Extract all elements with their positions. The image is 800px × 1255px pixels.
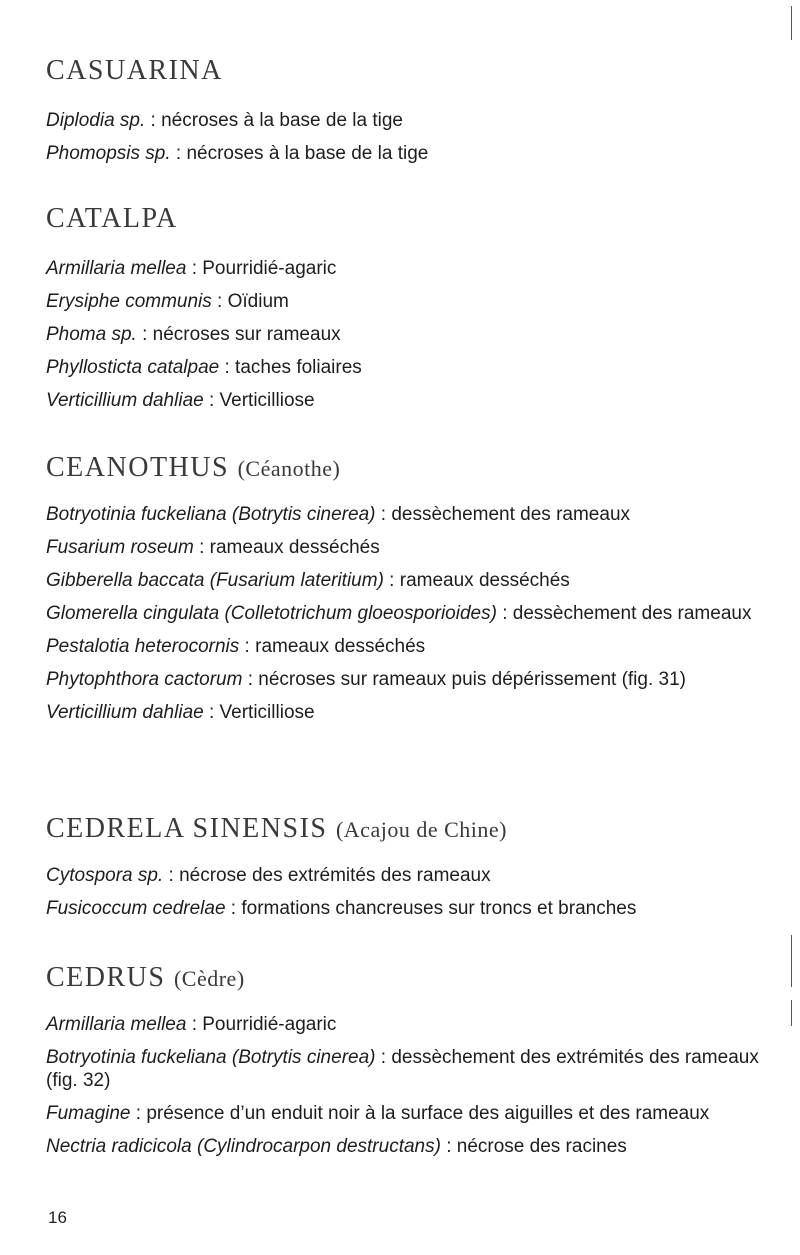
section-cedrus (46, 962, 766, 1168)
symptom-text: : nécroses à la base de la tige (145, 110, 403, 131)
common-name: (Cèdre) (173, 966, 245, 991)
genus-name: CEDRELA SINENSIS (46, 813, 328, 844)
pathogen-name: Verticillium dahliae (46, 702, 204, 723)
disease-entry (46, 257, 766, 280)
disease-entry (46, 569, 766, 592)
page-number: 16 (48, 1208, 67, 1227)
disease-entry (46, 701, 766, 724)
pathogen-name: Fusarium roseum (46, 537, 194, 558)
symptom-text: : dessèchement des rameaux (496, 603, 752, 624)
genus-heading (46, 813, 766, 846)
symptom-text: : nécroses à la base de la tige (170, 143, 429, 164)
pathogen-name: Pestalotia heterocornis (46, 636, 240, 657)
pathogen-name: Diplodia sp. (46, 110, 146, 131)
disease-entry (46, 1013, 766, 1036)
section-ceanothus (46, 452, 766, 734)
pathogen-name: Fumagine (46, 1103, 131, 1124)
genus-heading (46, 203, 766, 235)
disease-entry (46, 142, 766, 165)
symptom-text: : rameaux desséchés (239, 636, 426, 657)
pathogen-name: Glomerella cingulata (Colletotrichum gloeosporioides) (46, 603, 497, 624)
disease-entry (46, 602, 766, 625)
pathogen-name: Phytophthora cactorum (46, 669, 243, 690)
genus-heading (46, 452, 766, 485)
pathogen-name: Botryotinia fuckeliana (Botrytis cinerea) (46, 504, 376, 525)
pathogen-name: Erysiphe communis (46, 291, 212, 312)
disease-entry (46, 356, 766, 379)
section-catalpa (46, 203, 766, 422)
genus-name: CATALPA (46, 203, 178, 234)
genus-name: CEANOTHUS (46, 452, 230, 483)
pathogen-name: Cytospora sp. (46, 865, 164, 886)
disease-entry (46, 536, 766, 559)
pathogen-name: Fusicoccum cedrelae (46, 898, 226, 919)
disease-entry (46, 389, 766, 412)
disease-entry (46, 864, 766, 887)
pathogen-name: Armillaria mellea (46, 1014, 187, 1035)
symptom-text: : dessèchement des extrémités des rameaux (fig. 32) (46, 1047, 759, 1091)
disease-entry (46, 635, 766, 658)
symptom-text: : présence d’un enduit noir à la surface des aiguilles et des rameaux (130, 1103, 710, 1124)
symptom-text: : taches foliaires (219, 357, 362, 378)
disease-entry (46, 503, 766, 526)
pathogen-name: Phoma sp. (46, 324, 137, 345)
symptom-text: : nécrose des racines (440, 1136, 627, 1157)
disease-entry (46, 1135, 766, 1158)
symptom-text: : Verticilliose (203, 390, 315, 411)
common-name: (Acajou de Chine) (335, 817, 507, 842)
symptom-text: : dessèchement des rameaux (375, 504, 631, 525)
pathogen-name: Nectria radicicola (Cylindrocarpon destructans) (46, 1136, 441, 1157)
genus-name: CASUARINA (46, 55, 223, 86)
symptom-text: : Oïdium (211, 291, 289, 312)
section-cedrela-sinensis (46, 813, 766, 930)
pathogen-name: Verticillium dahliae (46, 390, 204, 411)
genus-name: CEDRUS (46, 962, 166, 993)
symptom-text: : rameaux desséchés (383, 570, 570, 591)
pathogen-name: Phomopsis sp. (46, 143, 171, 164)
symptom-text: : nécroses sur rameaux puis dépérissement (fig. 31) (242, 669, 686, 690)
disease-entry (46, 668, 686, 691)
scan-edge-mark (791, 935, 792, 987)
symptom-text: : Pourridié-agaric (186, 1014, 337, 1035)
pathogen-name: Armillaria mellea (46, 258, 187, 279)
pathogen-name: Botryotinia fuckeliana (Botrytis cinerea) (46, 1047, 376, 1068)
symptom-text: : Verticilliose (203, 702, 315, 723)
disease-entry (46, 109, 766, 132)
scan-edge-mark (791, 1000, 792, 1026)
symptom-text: : formations chancreuses sur troncs et branches (225, 898, 637, 919)
disease-entry (46, 323, 766, 346)
symptom-text: : Pourridié-agaric (186, 258, 337, 279)
common-name: (Céanothe) (237, 456, 341, 481)
disease-entry (46, 897, 766, 920)
section-casuarina (46, 55, 766, 175)
scan-edge-mark (791, 6, 792, 40)
symptom-text: : nécroses sur rameaux (136, 324, 341, 345)
symptom-text: : nécrose des extrémités des rameaux (163, 865, 491, 886)
pathogen-name: Phyllosticta catalpae (46, 357, 220, 378)
pathogen-name: Gibberella baccata (Fusarium lateritium) (46, 570, 384, 591)
genus-heading (46, 962, 766, 995)
genus-heading (46, 55, 766, 87)
disease-entry (46, 1046, 766, 1092)
symptom-text: : rameaux desséchés (193, 537, 380, 558)
disease-entry (46, 1102, 766, 1125)
disease-entry (46, 290, 766, 313)
